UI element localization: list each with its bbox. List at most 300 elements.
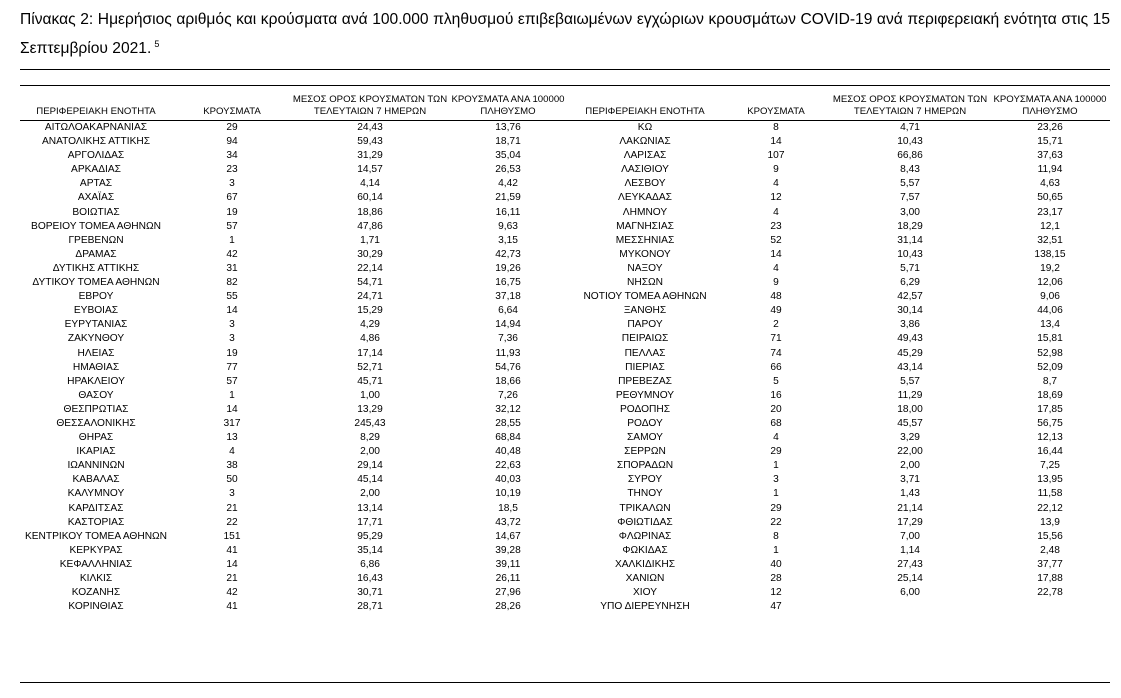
header-avg-left: ΜΕΣΟΣ ΟΡΟΣ ΚΡΟΥΣΜΑΤΩΝ ΤΩΝ ΤΕΛΕΥΤΑΙΩΝ 7 ΗΜΕΡΩΝ [292,94,448,117]
cell-avg-right: 1,43 [900,488,920,500]
cell-avg-left: 2,00 [360,446,380,458]
cell-cases-left: 34 [226,150,238,162]
cell-region-left: ΑΡΓΟΛΙΔΑΣ [67,150,125,162]
table-row [20,431,1110,445]
cell-per100k-right: 22,12 [1037,502,1063,514]
cell-per100k-right: 44,06 [1037,305,1063,317]
cell-region-left: ΑΧΑΪΑΣ [77,192,115,204]
cell-cases-right: 2 [773,319,779,331]
table-row [20,347,1110,361]
cell-avg-right: 5,57 [900,375,920,387]
cell-per100k-right: 12,13 [1037,432,1063,444]
cell-per100k-right: 37,77 [1037,558,1063,570]
table-row [20,459,1110,473]
table-caption [20,8,1110,61]
cell-cases-left: 14 [226,403,238,415]
header-per100k-right: ΚΡΟΥΣΜΑΤΑ ΑΝΑ 100000 ΠΛΗΘΥΣΜΟ [993,94,1107,117]
cell-cases-right: 29 [770,446,782,458]
caption-text: Πίνακας 2: Ημερήσιος αριθμός και κρούσματα ανά 100.000 πληθυσμού επιβεβαιωμένων εγχώριων κρουσμάτων COVID-19 ανά περιφερειακή ενότητα στις 15 Σεπτεμβρίου 2021. [20,11,1110,57]
cell-region-right: ΣΑΜΟΥ [627,432,663,444]
cell-avg-right: 5,71 [900,262,920,274]
cell-per100k-left: 10,19 [495,488,521,500]
cell-region-left: ΓΡΕΒΕΝΩΝ [68,234,124,246]
cell-avg-left: 4,14 [360,178,380,190]
cell-per100k-left: 54,76 [495,361,521,373]
cell-per100k-left: 43,72 [495,516,521,528]
cases-table [20,94,1110,614]
cell-per100k-left: 28,26 [495,601,521,613]
cell-region-right: ΡΟΔΟΠΗΣ [619,403,671,415]
cell-avg-left: 14,57 [357,164,383,176]
cell-region-right: ΣΠΟΡΑΔΩΝ [616,460,674,472]
cell-avg-right: 8,43 [900,164,920,176]
cell-cases-left: 67 [226,192,238,204]
bottom-rule [20,682,1110,683]
cell-region-left: ΔΡΑΜΑΣ [75,248,117,260]
cell-avg-right: 42,57 [897,291,923,303]
cell-per100k-right: 2,48 [1040,544,1060,556]
table-row [20,177,1110,191]
cell-avg-right: 22,00 [897,446,923,458]
cell-per100k-left: 28,55 [495,417,521,429]
table-row [20,502,1110,516]
cell-avg-left: 1,00 [360,389,380,401]
cell-per100k-left: 18,66 [495,375,521,387]
cell-cases-right: 107 [767,150,785,162]
cell-cases-right: 52 [770,234,782,246]
cell-cases-right: 74 [770,347,782,359]
cell-cases-left: 57 [226,375,238,387]
cell-avg-left: 29,14 [357,460,383,472]
cell-region-right: ΦΩΚΙΔΑΣ [622,544,668,556]
cell-per100k-left: 27,96 [495,587,521,599]
cell-per100k-right: 56,75 [1037,417,1063,429]
cell-per100k-left: 19,26 [495,262,521,274]
cell-cases-right: 14 [770,136,782,148]
cell-avg-left: 17,71 [357,516,383,528]
cell-per100k-right: 52,09 [1037,361,1063,373]
table-row [20,487,1110,501]
cell-avg-right: 21,14 [897,502,923,514]
cell-per100k-right: 13,95 [1037,474,1063,486]
cell-region-left: ΗΜΑΘΙΑΣ [72,361,120,373]
cell-avg-left: 17,14 [357,347,383,359]
cell-per100k-left: 35,04 [495,150,521,162]
cell-avg-left: 35,14 [357,544,383,556]
cell-avg-left: 13,14 [357,502,383,514]
cell-region-right: ΥΠΟ ΔΙΕΡΕΥΝΗΣΗ [600,601,690,613]
cell-avg-right: 18,00 [897,403,923,415]
cell-region-left: ΕΒΡΟΥ [78,291,114,303]
cell-region-left: ΙΚΑΡΙΑΣ [76,446,116,458]
cell-per100k-right: 50,65 [1037,192,1063,204]
cell-avg-right: 3,86 [900,319,920,331]
cell-cases-left: 21 [226,573,238,584]
cell-region-left: ΕΥΒΟΙΑΣ [73,305,119,317]
cell-per100k-left: 4,42 [498,178,518,190]
cell-per100k-right: 11,94 [1037,164,1063,176]
cell-avg-left: 1,71 [360,234,380,246]
cell-region-right: ΦΘΙΩΤΙΔΑΣ [617,516,673,528]
table-row [20,600,1110,614]
cell-avg-right: 2,00 [900,460,920,472]
cell-region-left: ΑΡΤΑΣ [79,178,113,190]
cell-per100k-right: 7,25 [1040,460,1060,472]
cell-avg-right: 10,43 [897,248,923,260]
table-row [20,220,1110,234]
cell-region-right: ΝΟΤΙΟΥ ΤΟΜΕΑ ΑΘΗΝΩΝ [583,291,707,303]
cell-cases-left: 50 [226,474,238,486]
cell-avg-right: 3,29 [900,432,920,444]
table-row [20,375,1110,389]
cell-cases-right: 20 [770,403,782,415]
header-cases-left: ΚΡΟΥΣΜΑΤΑ [203,106,261,117]
cell-region-left: ΚΑΡΔΙΤΣΑΣ [68,502,124,514]
cell-per100k-left: 40,48 [495,446,521,458]
cell-cases-right: 3 [773,474,779,486]
header-avg-right: ΜΕΣΟΣ ΟΡΟΣ ΚΡΟΥΣΜΑΤΩΝ ΤΩΝ ΤΕΛΕΥΤΑΙΩΝ 7 ΗΜΕΡΩΝ [832,94,988,117]
cell-avg-left: 31,29 [357,150,383,162]
cell-region-left: ΚΙΛΚΙΣ [79,573,113,584]
cell-region-right: ΜΥΚΟΝΟΥ [619,248,671,260]
cell-per100k-left: 39,28 [495,544,521,556]
cell-cases-right: 28 [770,573,782,584]
cell-cases-right: 4 [773,262,779,274]
table-row [20,361,1110,375]
cell-cases-right: 68 [770,417,782,429]
table-row [20,304,1110,318]
cell-avg-left: 4,29 [360,319,380,331]
cell-avg-left: 24,43 [357,122,383,133]
cell-per100k-right: 8,7 [1042,375,1058,387]
cell-region-left: ΚΟΖΑΝΗΣ [71,587,121,599]
cell-cases-right: 48 [770,291,782,303]
cell-avg-left: 47,86 [357,220,383,232]
table-row [20,290,1110,304]
cell-region-left: ΘΕΣΣΑΛΟΝΙΚΗΣ [56,417,136,429]
cell-avg-right: 3,00 [900,206,920,218]
table-row [20,572,1110,586]
cell-per100k-right: 23,17 [1037,206,1063,218]
cell-avg-left: 52,71 [357,361,383,373]
cell-region-right: ΠΕΛΛΑΣ [624,347,666,359]
cell-cases-left: 3 [229,333,235,345]
cell-cases-left: 21 [226,502,238,514]
table-row [20,473,1110,487]
cell-cases-right: 4 [773,432,779,444]
cell-region-right: ΠΡΕΒΕΖΑΣ [618,375,672,387]
cell-cases-left: 82 [226,277,238,289]
cell-region-left: ΒΟΙΩΤΙΑΣ [72,206,120,218]
cell-region-right: ΞΑΝΘΗΣ [623,305,667,317]
cell-region-left: ΚΕΦΑΛΛΗΝΙΑΣ [59,558,133,570]
cell-per100k-left: 40,03 [495,474,521,486]
cell-region-left: ΔΥΤΙΚΗΣ ΑΤΤΙΚΗΣ [52,262,140,274]
cell-avg-left: 18,86 [357,206,383,218]
table-row [20,191,1110,205]
cell-cases-right: 16 [770,389,782,401]
cell-avg-left: 59,43 [357,136,383,148]
cell-cases-right: 9 [773,164,779,176]
cell-per100k-right: 37,63 [1037,150,1063,162]
cell-cases-right: 5 [773,375,779,387]
cell-region-left: ΚΕΡΚΥΡΑΣ [69,544,123,556]
cell-avg-right: 27,43 [897,558,923,570]
cell-cases-right: 40 [770,558,782,570]
cell-avg-right: 31,14 [897,234,923,246]
cell-avg-right: 45,57 [897,417,923,429]
cell-cases-left: 41 [226,601,238,613]
cell-region-right: ΦΛΩΡΙΝΑΣ [618,530,672,542]
cell-cases-left: 77 [226,361,238,373]
table-row [20,445,1110,459]
cell-region-right: ΧΑΝΙΩΝ [625,573,665,584]
cell-avg-left: 8,29 [360,432,380,444]
cell-avg-left: 245,43 [354,417,386,429]
table-row [20,248,1110,262]
cell-cases-left: 57 [226,220,238,232]
cell-cases-left: 22 [226,516,238,528]
cell-avg-right: 3,71 [900,474,920,486]
cell-per100k-left: 16,11 [495,206,521,218]
cell-per100k-right: 23,26 [1037,122,1063,133]
cell-region-left: ΚΑΛΥΜΝΟΥ [67,488,125,500]
cell-per100k-right: 52,98 [1037,347,1063,359]
cell-cases-left: 94 [226,136,238,148]
table-row [20,121,1110,136]
cell-per100k-left: 16,75 [495,277,521,289]
table-row [20,516,1110,530]
cell-avg-right: 7,00 [900,530,920,542]
cell-avg-left: 4,86 [360,333,380,345]
cell-cases-left: 29 [226,122,238,133]
table-row [20,135,1110,149]
cell-avg-right: 30,14 [897,305,923,317]
cell-region-left: ΘΕΣΠΡΩΤΙΑΣ [63,403,129,415]
cell-cases-right: 47 [770,601,782,613]
cell-per100k-right: 18,69 [1037,389,1063,401]
cell-per100k-left: 7,36 [498,333,518,345]
cell-per100k-left: 9,63 [498,220,518,232]
cell-per100k-right: 15,56 [1037,530,1063,542]
header-region-right: ΠΕΡΙΦΕΡΕΙΑΚΗ ΕΝΟΤΗΤΑ [585,106,705,117]
top-rule [20,69,1110,70]
cell-per100k-right: 32,51 [1037,234,1063,246]
table-body [20,121,1110,615]
cell-region-right: ΣΥΡΟΥ [627,474,663,486]
cell-per100k-right: 11,58 [1037,488,1063,500]
cell-region-right: ΠΕΙΡΑΙΩΣ [621,333,669,345]
cell-region-right: ΧΑΛΚΙΔΙΚΗΣ [614,558,676,570]
cell-per100k-left: 7,26 [498,389,518,401]
cell-avg-left: 6,86 [360,558,380,570]
cell-cases-left: 4 [229,446,235,458]
cell-avg-left: 45,14 [357,474,383,486]
cell-region-left: ΖΑΚΥΝΘΟΥ [67,333,125,345]
cell-avg-right: 45,29 [897,347,923,359]
cell-avg-left: 60,14 [357,192,383,204]
cell-region-left: ΘΗΡΑΣ [78,432,114,444]
cell-region-left: ΕΥΡΥΤΑΝΙΑΣ [64,319,128,331]
cell-cases-left: 3 [229,178,235,190]
table-row [20,206,1110,220]
cell-cases-left: 3 [229,319,235,331]
cell-per100k-right: 13,4 [1040,319,1060,331]
cell-cases-left: 19 [226,347,238,359]
cell-region-left: ΚΕΝΤΡΙΚΟΥ ΤΟΜΕΑ ΑΘΗΝΩΝ [24,530,168,542]
cell-cases-right: 8 [773,530,779,542]
cell-region-left: ΙΩΑΝΝΙΝΩΝ [67,460,125,472]
cell-cases-right: 8 [773,122,779,133]
cell-avg-right: 43,14 [897,361,923,373]
cell-region-right: ΛΕΣΒΟΥ [624,178,666,190]
cell-per100k-right: 12,1 [1040,220,1060,232]
cell-region-right: ΠΙΕΡΙΑΣ [625,361,665,373]
cell-region-left: ΗΡΑΚΛΕΙΟΥ [67,375,125,387]
cell-avg-right: 17,29 [897,516,923,528]
cell-avg-right: 1,14 [900,544,920,556]
cell-region-right: ΡΕΘΥΜΝΟΥ [615,389,675,401]
cell-cases-right: 29 [770,502,782,514]
cell-avg-left: 13,29 [357,403,383,415]
header-cases-right: ΚΡΟΥΣΜΑΤΑ [747,106,805,117]
cell-cases-right: 66 [770,361,782,373]
cell-avg-right: 7,57 [900,192,920,204]
cell-cases-right: 12 [770,192,782,204]
cell-per100k-left: 18,5 [498,502,518,514]
cell-avg-right: 5,57 [900,178,920,190]
cell-avg-left: 54,71 [357,277,383,289]
cell-region-left: ΔΥΤΙΚΟΥ ΤΟΜΕΑ ΑΘΗΝΩΝ [32,277,160,289]
cell-region-right: ΜΑΓΝΗΣΙΑΣ [616,220,674,232]
cell-avg-right: 10,43 [897,136,923,148]
cell-per100k-left: 39,11 [495,558,521,570]
cell-cases-right: 49 [770,305,782,317]
cell-per100k-right: 4,63 [1040,178,1060,190]
cell-region-right: ΠΑΡΟΥ [627,319,663,331]
cell-cases-right: 71 [770,333,782,345]
table-top-rule [20,85,1110,86]
cell-region-left: ΑΡΚΑΔΙΑΣ [71,164,121,176]
cell-per100k-left: 26,53 [495,164,521,176]
cell-cases-right: 1 [773,460,779,472]
cell-avg-right: 66,86 [897,150,923,162]
cell-region-right: ΛΑΚΩΝΙΑΣ [619,136,671,148]
cell-cases-left: 151 [223,530,241,542]
cell-avg-right: 4,71 [900,122,920,133]
cell-region-right: ΝΗΣΩΝ [627,277,663,289]
cell-per100k-right: 15,71 [1037,136,1063,148]
cell-avg-right: 49,43 [897,333,923,345]
cell-per100k-right: 15,81 [1037,333,1063,345]
cell-cases-left: 1 [229,234,235,246]
cell-per100k-right: 17,85 [1037,403,1063,415]
cell-per100k-left: 13,76 [495,122,521,133]
cell-per100k-right: 9,06 [1040,291,1060,303]
cell-region-right: ΤΡΙΚΑΛΩΝ [619,502,671,514]
cell-cases-right: 23 [770,220,782,232]
table-row [20,586,1110,600]
table-row [20,389,1110,403]
cell-per100k-left: 18,71 [495,136,521,148]
cell-per100k-right: 17,88 [1037,573,1063,584]
cell-region-left: ΑΝΑΤΟΛΙΚΗΣ ΑΤΤΙΚΗΣ [41,136,151,148]
cell-avg-right: 18,29 [897,220,923,232]
cell-cases-left: 14 [226,558,238,570]
cell-per100k-left: 32,12 [495,403,521,415]
cell-avg-right: 11,29 [897,389,923,401]
cell-cases-left: 23 [226,164,238,176]
cell-per100k-left: 3,15 [498,234,518,246]
cell-region-left: ΗΛΕΙΑΣ [77,347,115,359]
cell-per100k-left: 26,11 [495,573,521,584]
cell-per100k-left: 14,94 [495,319,521,331]
cell-avg-left: 16,43 [357,573,383,584]
cell-per100k-left: 21,59 [495,192,521,204]
cell-region-right: ΡΟΔΟΥ [627,417,663,429]
cell-region-right: ΤΗΝΟΥ [627,488,663,500]
cell-cases-left: 3 [229,488,235,500]
caption-footnote: 5 [154,39,160,49]
cell-per100k-left: 37,18 [495,291,521,303]
cell-region-left: ΘΑΣΟΥ [78,389,114,401]
cell-cases-right: 4 [773,206,779,218]
cell-per100k-right: 19,2 [1040,262,1060,274]
cell-per100k-right: 13,9 [1040,516,1060,528]
cell-avg-left: 2,00 [360,488,380,500]
cell-avg-left: 15,29 [357,305,383,317]
cell-region-right: ΚΩ [637,122,653,133]
cell-avg-left: 45,71 [357,375,383,387]
cell-region-left: ΒΟΡΕΙΟΥ ΤΟΜΕΑ ΑΘΗΝΩΝ [31,220,161,232]
cell-cases-left: 42 [226,248,238,260]
cell-cases-left: 14 [226,305,238,317]
header-region-left: ΠΕΡΙΦΕΡΕΙΑΚΗ ΕΝΟΤΗΤΑ [36,106,156,117]
cell-cases-left: 55 [226,291,238,303]
cell-avg-left: 24,71 [357,291,383,303]
cell-cases-left: 13 [226,432,238,444]
cell-cases-right: 1 [773,488,779,500]
table-header-row [20,94,1110,121]
table-row [20,318,1110,332]
table-row [20,234,1110,248]
table-row [20,530,1110,544]
cell-per100k-right: 12,06 [1037,277,1063,289]
table-row [20,149,1110,163]
cell-avg-left: 30,29 [357,248,383,260]
cell-region-left: ΑΙΤΩΛΟΑΚΑΡΝΑΝΙΑΣ [44,122,148,133]
cell-region-right: ΜΕΣΣΗΝΙΑΣ [615,234,675,246]
table-row [20,276,1110,290]
cell-per100k-left: 14,67 [495,530,521,542]
cell-avg-left: 95,29 [357,530,383,542]
table-row [20,544,1110,558]
cell-cases-left: 41 [226,544,238,556]
cell-avg-right: 6,29 [900,277,920,289]
cell-region-left: ΚΟΡΙΝΘΙΑΣ [68,601,124,613]
cell-cases-left: 42 [226,587,238,599]
cell-per100k-right: 138,15 [1034,248,1066,260]
cell-cases-right: 12 [770,587,782,599]
table-row [20,558,1110,572]
cell-region-right: ΛΑΣΙΘΙΟΥ [621,164,669,176]
table-row [20,163,1110,177]
cell-region-right: ΣΕΡΡΩΝ [624,446,666,458]
cell-region-right: ΛΗΜΝΟΥ [622,206,668,218]
cell-cases-right: 14 [770,248,782,260]
cell-avg-left: 22,14 [357,262,383,274]
cell-per100k-right [990,600,1110,614]
